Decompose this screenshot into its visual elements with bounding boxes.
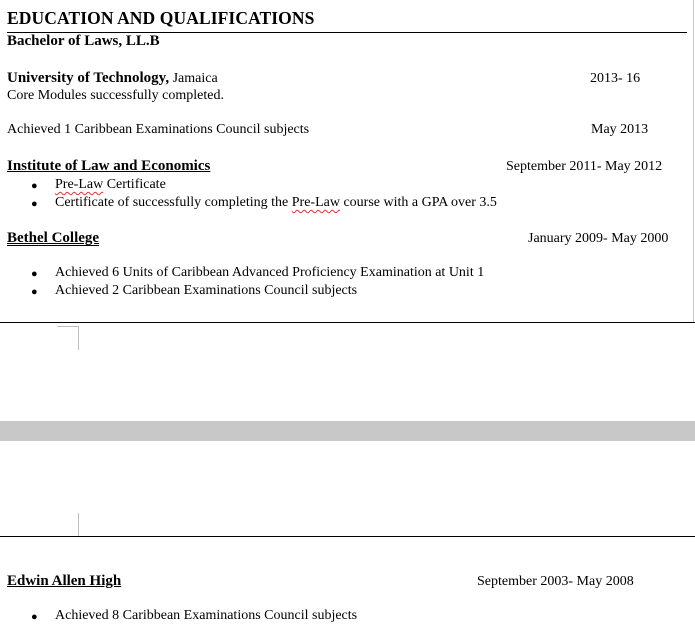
utech-institution: University of Technology, xyxy=(7,70,170,86)
bethel-label: Bethel College xyxy=(7,230,100,246)
certificate-text-a: Certificate of successfully completing the xyxy=(55,195,292,210)
page-right-edge xyxy=(693,0,694,323)
edwin-allen-dates: September 2003- May 2008 xyxy=(477,574,634,589)
certificate-text-b: course with a GPA over 3.5 xyxy=(339,195,497,210)
page-separator xyxy=(0,421,695,441)
bethel-name xyxy=(7,230,99,247)
section-heading: EDUCATION AND QUALIFICATIONS xyxy=(7,8,315,28)
utech-dates: 2013- 16 xyxy=(590,71,641,86)
bullet-icon: ● xyxy=(31,198,38,210)
bullet-icon: ● xyxy=(31,268,38,280)
bethel-bullet-1: Achieved 6 Units of Caribbean Advanced Proficiency Examination at Unit 1 xyxy=(55,265,485,280)
cxc-achievement-date: May 2013 xyxy=(591,122,649,137)
prelaw-rest: Certificate xyxy=(103,177,166,192)
institute-name: Institute of Law and Economics xyxy=(7,158,211,174)
bullet-icon: ● xyxy=(31,180,38,192)
bethel-bullet-2: Achieved 2 Caribbean Examinations Council subjects xyxy=(55,283,358,298)
bethel-dates: January 2009- May 2000 xyxy=(528,231,669,246)
prelaw-word: Pre-Law xyxy=(55,177,104,192)
degree-title: Bachelor of Laws, LL.B xyxy=(7,33,160,49)
bullet-icon: ● xyxy=(31,286,38,298)
document-page-2 xyxy=(0,441,695,636)
prelaw-word-2: Pre-Law xyxy=(291,195,340,210)
page-bottom-edge xyxy=(0,322,695,323)
edwin-allen-name: Edwin Allen High xyxy=(7,573,122,589)
utech-line xyxy=(7,70,218,87)
margin-corner-mark xyxy=(57,326,79,327)
margin-corner-mark xyxy=(78,513,79,537)
utech-location: Jamaica xyxy=(169,71,218,86)
institute-dates: September 2011- May 2012 xyxy=(506,159,663,174)
utech-description: Core Modules successfully completed. xyxy=(7,88,224,103)
institute-bullet-2 xyxy=(55,195,497,211)
institute-bullet-1 xyxy=(55,177,166,193)
cxc-achievement: Achieved 1 Caribbean Examinations Council subjects xyxy=(7,122,310,137)
page-top-rule xyxy=(0,536,695,537)
edwin-allen-bullet-1: Achieved 8 Caribbean Examinations Council subjects xyxy=(55,608,358,623)
margin-corner-mark xyxy=(78,326,79,350)
bullet-icon: ● xyxy=(31,611,38,623)
